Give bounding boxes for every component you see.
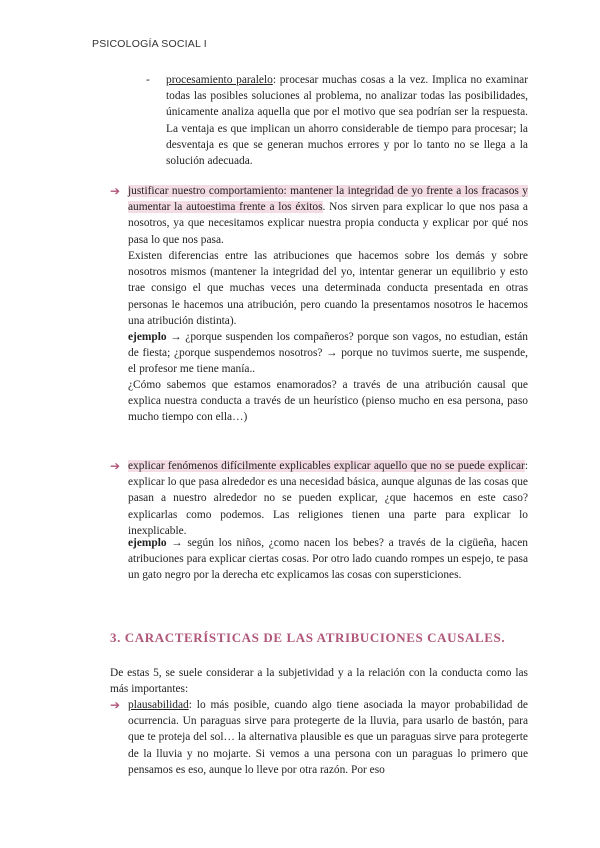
explicar-paragraph [128, 458, 528, 539]
example-text: → según los niños, ¿como nacen los bebes? a través de la cigüeña, hacen atribuciones para explicar ciertas cosas. Por otro lado cuando rompes un espejo, te pasa un gato negro por la derecha etc explicamos las cosas con supersticiones. [128, 537, 528, 582]
plausabilidad-paragraph [128, 697, 528, 778]
term-procesamiento-paralelo: procesamiento paralelo [166, 74, 273, 86]
arrow-bullet-icon: ➔ [110, 184, 121, 198]
example-paragraph-1 [128, 329, 528, 378]
page-header: PSICOLOGÍA SOCIAL I [92, 38, 207, 50]
procesamiento-paralelo-text: : procesar muchas cosas a la vez. Implica no examinar todas las posibles soluciones al problema, no analizar todas las posibilidades, únicamente analiza aquella que por el motivo que sea podrían ser la respuesta. La ventaja es que implican un ahorro considerable de tiempo para procesar; la desventaja es que se generan muchos errores y por lo tanto no se llega a la solución adecuada. [166, 74, 528, 168]
explicar-text: : explicar lo que pasa alrededor es una necesidad básica, aunque algunas de las cosas que pasan a nuestro alrededor no se pueden explicar, ¿que hacemos en este caso? explicarlas como podemos. Las religiones tienen una parte para explicar lo inexplicable. [128, 460, 528, 537]
example-label: ejemplo [128, 537, 167, 549]
highlight-justificar: justificar nuestro comportamiento: mantener la integridad de yo frente a los fracasos y aumentar la autoestima frente a los éxitos [128, 185, 528, 214]
diferencias-paragraph: Existen diferencias entre las atribuciones que hacemos sobre los demás y sobre nosotros mismos (mantener la integridad del yo, intentar generar un equilibrio y esto trae consigo el que muchas veces una determinada conducta presentada en otras personas le hacemos una atribución, pero cuando la presentamos nosotros le hacemos una atribución distinta). [128, 250, 528, 327]
section-title: 3. CARACTERÍSTICAS DE LAS ATRIBUCIONES CAUSALES. [110, 630, 506, 645]
list-dash: - [146, 74, 150, 86]
justificar-text: . Nos sirven para explicar lo que nos pasa a nosotros, ya que necesitamos explicar nuestra propia conducta y explicar por qué nos pasa lo que nos pasa. [128, 201, 528, 246]
example-paragraph-2 [128, 535, 528, 584]
plausabilidad-text: : lo más posible, cuando algo tiene asociada la mayor probabilidad de ocurrencia. Un paraguas sirve para protegerte de la lluvia, para usarlo de bastón, para que te proteja del sol… la alternativa plausible es que un paraguas sirve para protegerte de la lluvia y no mojarte. Si vemos a una persona con un paraguas lo primero que pensamos es eso, aunque lo lleve por otra razón. Por eso [128, 699, 528, 776]
section-intro: De estas 5, se suele considerar a la subjetividad y a la relación con la conducta como las más importantes: [110, 667, 528, 696]
arrow-bullet-icon: ➔ [110, 459, 121, 473]
procesamiento-paralelo-paragraph [166, 72, 528, 169]
term-plausabilidad: plausabilidad [128, 699, 189, 711]
highlight-explicar: explicar fenómenos difícilmente explicables explicar aquello que no se puede explicar [128, 460, 525, 472]
enamorados-paragraph: ¿Cómo sabemos que estamos enamorados? a través de una atribución causal que explica nuestra conducta a través de un heurístico (pienso mucho en esa persona, paso mucho tiempo con ella…) [128, 379, 528, 424]
example-label: ejemplo [128, 331, 167, 343]
justificar-paragraph [128, 183, 528, 248]
example-text: → ¿porque suspenden los compañeros? porque son vagos, no estudian, están de fiesta; ¿porque suspendemos nosotros? → porque no tuvimos suerte, me suspende, el profesor me tiene manía.. [128, 331, 528, 376]
arrow-bullet-icon: ➔ [110, 698, 121, 712]
